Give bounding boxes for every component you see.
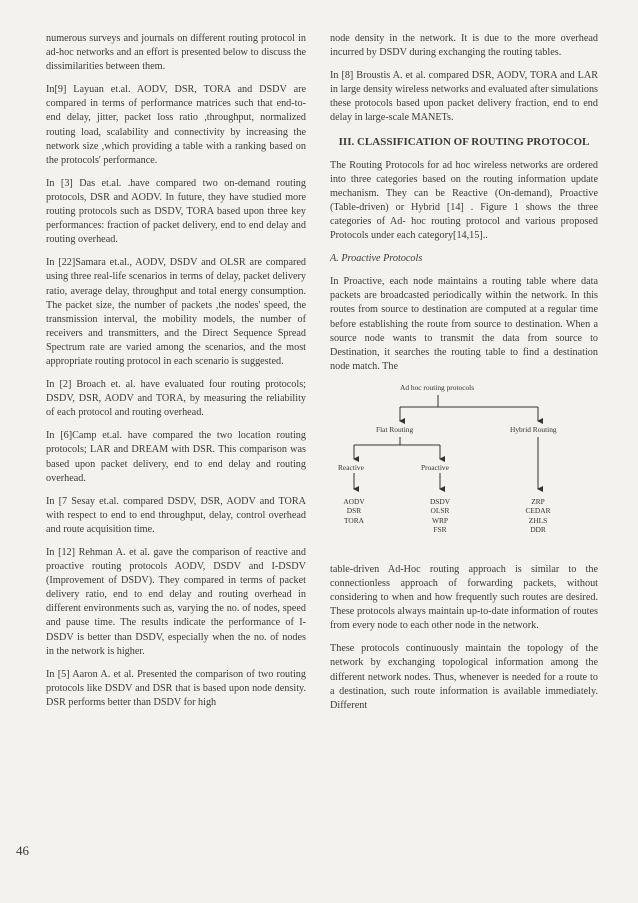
paragraph: In [3] Das et.al. .have compared two on-demand routing protocols, DSR and AODV. In future, they have studied more routing protocols such as DSDV, TORA based upon three key performances: fraction of packet delivery, end to end delay and routing overhead. bbox=[46, 177, 306, 246]
subsection-heading: A. Proactive Protocols bbox=[330, 253, 423, 265]
protocol-name: DDR bbox=[530, 525, 546, 535]
protocol-name: CEDAR bbox=[525, 506, 551, 516]
hybrid-routing-label: Hybrid Routing bbox=[510, 424, 557, 434]
paragraph: In [6]Camp et.al. have compared the two location routing protocols; LAR and DREAM with DSR. This comparison was based upon packet delivery, end to end delay and routing overhead. bbox=[46, 430, 306, 484]
protocol-name: TORA bbox=[344, 515, 364, 525]
paragraph: In[9] Layuan et.al. AODV, DSR, TORA and DSDV are compared in terms of performance matrices such that end-to-end delay, jitter, packet loss ratio ,throughput, normalized routing load, scalability and connectivity by increasing the network size ,which providing a table with a ranking based on the protocols' performance. bbox=[46, 84, 306, 166]
section-heading: III. CLASSIFICATION OF ROUTING PROTOCOL bbox=[338, 135, 590, 148]
protocol-name: OLSR bbox=[430, 506, 450, 516]
paragraph: node density in the network. It is due to the more overhead incurred by DSDV during exchanging the routing tables. bbox=[330, 33, 598, 59]
paragraph: numerous surveys and journals on different routing protocol in ad-hoc networks and an effort is presented below to discuss the dissimilarities between them. bbox=[46, 33, 306, 73]
paragraph: In [8] Broustis A. et al. compared DSR, AODV, TORA and LAR in large density wireless networks and evaluated after simulations these protocols based upon packet delivery fraction, end to end delay in large-scale MANETs. bbox=[330, 70, 599, 124]
reactive-label: Reactive bbox=[338, 462, 364, 472]
flat-routing-label: Flat Routing bbox=[376, 424, 414, 434]
paragraph: These protocols continuously maintain the topology of the network by exchanging topological information among the different network nodes. Thus, whenever is needed for a route to a destination, such route information is available immediately. Different bbox=[330, 643, 598, 711]
paragraph: In [7 Sesay et.al. compared DSDV, DSR, AODV and TORA with respect to end to end throughput, delay, control overhead and route acquisition time. bbox=[46, 495, 306, 535]
paragraph: In [5] Aaron A. et al. Presented the comparison of two routing protocols like DSDV and DSR that is based upon node density. DSR performs better than DSDV for high bbox=[46, 668, 306, 708]
proactive-label: Proactive bbox=[421, 462, 449, 472]
protocol-name: AODV bbox=[343, 496, 365, 506]
reactive-protocol-list bbox=[329, 497, 379, 525]
proactive-protocol-list bbox=[415, 497, 465, 535]
paragraph: In [12] Rehman A. et al. gave the comparison of reactive and proactive routing protocols AODV, DSDV and I-DSDV (Improvement of DSDV). They compared in terms of packet delivery ratio, end to end delay and routing overhead in different environments such as, varying the no. of nodes, speed and pause time. The results indicate the performance of I-DSDV is better than DSDV, especially when the no. of nodes in the network is higher. bbox=[46, 547, 306, 657]
protocol-name: FSR bbox=[433, 525, 447, 535]
page-number: 46 bbox=[16, 843, 29, 858]
paragraph: The Routing Protocols for ad hoc wireless networks are ordered into three categories based on the routing information update mechanism. They can be Reactive (On-demand), Proactive (Table-driven) or Hybrid [14] . Figure 1 shows the three categories of Ad- hoc routing protocol and various proposed Protocols under each category[14,15].. bbox=[330, 159, 598, 242]
right-column bbox=[330, 32, 598, 722]
protocol-name: ZHLS bbox=[528, 515, 548, 525]
paragraph: table-driven Ad-Hoc routing approach is similar to the connectionless approach of forwarding packets, without considering to when and how frequently such routes are desired. These protocols always maintain up-to-date information of routes from every node to each other node in the network. bbox=[330, 563, 598, 632]
left-column bbox=[46, 32, 306, 719]
paragraph: In [22]Samara et.al., AODV, DSDV and OLSR are compared using three real-life scenarios in terms of delay, packet delivery ratio, average delay, throughput and total energy consumption. The packet size, the number of packets ,the nodes' speed, the transmission interval, the mobility models, the number of receivers and transmitters, and the Direct Sequence Spread Spectrum rate are varied among the scenarios, and the most appropriate routing protocol in each scenario is suggested. bbox=[46, 257, 306, 367]
routing-classification-figure bbox=[330, 381, 598, 557]
protocol-name: DSR bbox=[346, 506, 362, 516]
protocol-name: WRP bbox=[431, 515, 448, 525]
figure-root-label: Ad hoc routing protocols bbox=[400, 382, 475, 392]
paragraph: In [2] Broach et. al. have evaluated four routing protocols; DSDV, DSR, AODV and TORA, by measuring the reliability of each protocol and routing overhead. bbox=[46, 379, 306, 419]
paragraph: In Proactive, each node maintains a routing table where data packets are broadcasted periodically within the network. In this routes from source to destination are computed at a regular time before establishing the route from source to destination. When a source node wants to transmit the data from source to Destination, it searches the routing table to find a destination node match. The bbox=[330, 276, 598, 372]
protocol-name: DSDV bbox=[429, 496, 451, 506]
hybrid-protocol-list bbox=[513, 497, 563, 535]
protocol-name: ZRP bbox=[531, 496, 545, 506]
